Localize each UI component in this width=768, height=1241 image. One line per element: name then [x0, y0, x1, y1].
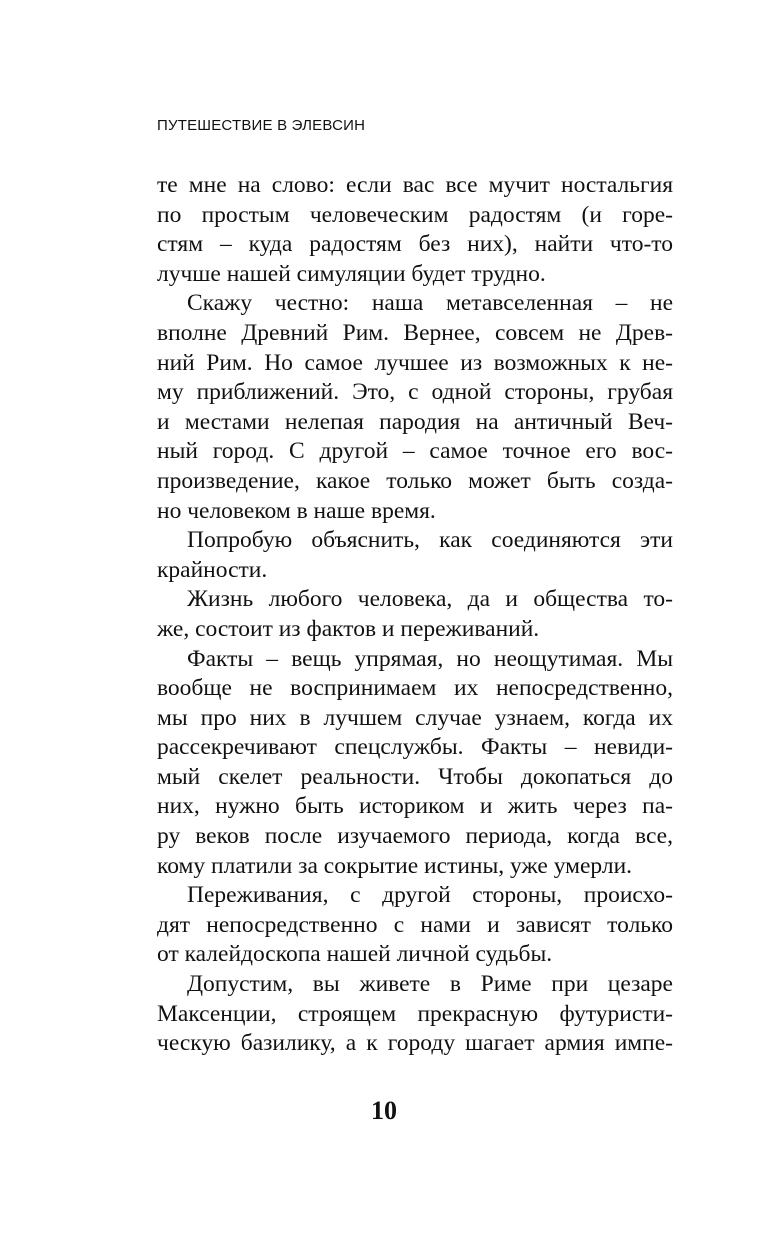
paragraph: [157, 171, 673, 289]
text-line: но человеком в наше время.: [157, 497, 436, 524]
text-line: Попробую объяснить, как соединяются эти: [187, 527, 673, 554]
text-line: от калейдоскопа нашей личной судьбы.: [157, 941, 553, 968]
text-line: Жизнь любого человека, да и общества то-: [187, 586, 673, 613]
text-line: и местами нелепая пародия на античный Веч-: [157, 408, 673, 435]
text-line: дят непосредственно с нами и зависят только: [157, 911, 673, 938]
text-line: вполне Древний Рим. Вернее, совсем не Древ-: [157, 319, 673, 346]
text-line: ный город. С другой – самое точное его вос-: [157, 438, 673, 465]
text-line: ческую базилику, а к городу шагает армия импе-: [157, 1030, 673, 1057]
text-line: Факты – вещь упрямая, но неощутимая. Мы: [187, 645, 673, 672]
text-line: му приближений. Это, с одной стороны, грубая: [157, 379, 673, 406]
paragraph: [157, 645, 673, 882]
text-line: Скажу честно: наша метавселенная – не: [187, 290, 673, 317]
text-line: Допустим, вы живете в Риме при цезаре: [187, 971, 673, 998]
text-line: крайности.: [157, 556, 268, 583]
body-text: [157, 171, 673, 1059]
text-line: мый скелет реальности. Чтобы докопаться до: [157, 763, 673, 790]
text-line: Переживания, с другой стороны, происхо-: [187, 882, 673, 909]
text-line: вообще не воспринимаем их непосредственно,: [157, 675, 673, 702]
paragraph: [157, 881, 673, 970]
text-line: рассекречивают спецслужбы. Факты – невиди-: [157, 734, 673, 761]
text-line: ру веков после изучаемого периода, когда все,: [157, 823, 673, 850]
paragraph: [157, 970, 673, 1059]
text-line: произведение, какое только может быть созда-: [157, 467, 673, 494]
text-line: стям – куда радостям без них), найти что-то: [157, 231, 673, 258]
text-line: Максенции, строящем прекрасную футуристи-: [157, 1000, 673, 1027]
text-line: мы про них в лучшем случае узнаем, когда их: [157, 704, 673, 731]
text-line: лучше нашей симуляции будет трудно.: [157, 260, 546, 287]
text-line: же, состоит из фактов и переживаний.: [157, 615, 540, 642]
page-number: 10: [371, 1096, 397, 1125]
text-line: кому платили за сокрытие истины, уже умерли.: [157, 852, 633, 879]
paragraph: [157, 526, 673, 585]
text-line: ний Рим. Но самое лучшее из возможных к не-: [157, 349, 673, 376]
running-header: ПУТЕШЕСТВИЕ В ЭЛЕВСИН: [157, 117, 366, 134]
paragraph: [157, 289, 673, 526]
text-line: них, нужно быть историком и жить через па-: [157, 793, 673, 820]
text-line: по простым человеческим радостям (и горе-: [157, 201, 673, 228]
paragraph: [157, 585, 673, 644]
text-line: те мне на слово: если вас все мучит ностальгия: [157, 172, 673, 198]
